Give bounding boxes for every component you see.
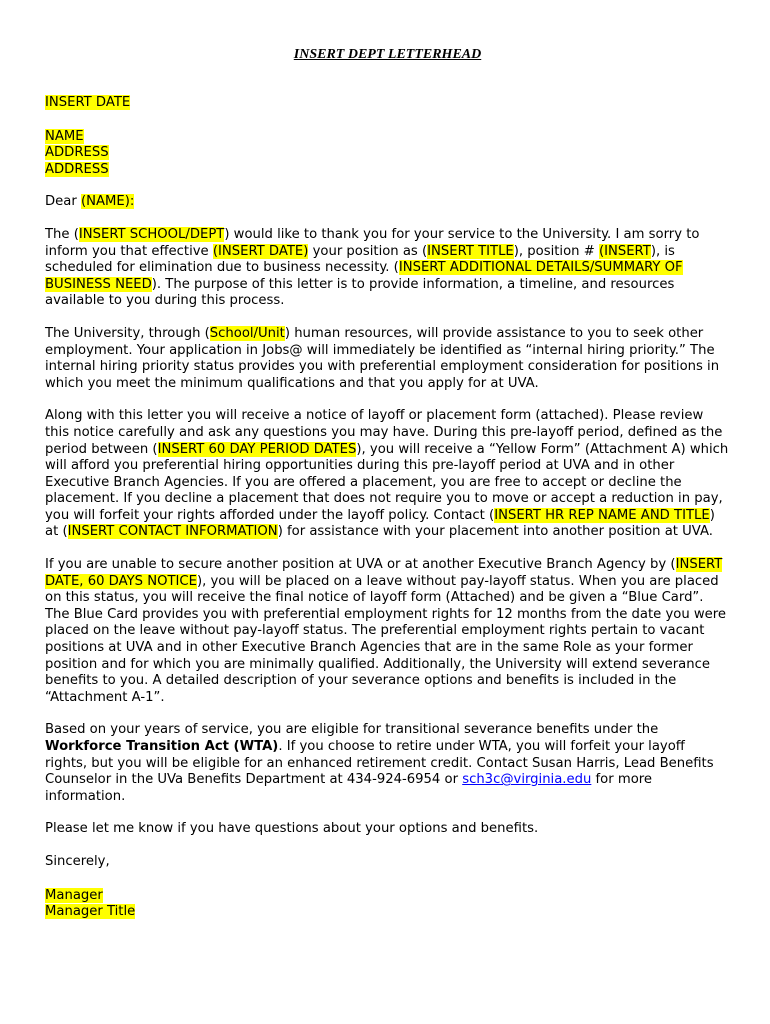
wta-act-name: Workforce Transition Act (WTA) (45, 739, 279, 754)
salutation: Dear (NAME): (45, 194, 135, 210)
recipient-address-2: ADDRESS (45, 161, 109, 177)
paragraph-2: The University, through (School/Unit) human resources, will provide assistance to you to seek other employment. Your application in Jobs@ will immediately be identified as “internal hiring priority.” The internal hiring priority status provides you with preferential employment consideration for positions in which you meet the minimum qualifications and that you apply for at UVA. (45, 325, 720, 391)
placeholder-position-number: (INSERT (598, 243, 651, 259)
letterhead: INSERT DEPT LETTERHEAD (293, 47, 482, 62)
placeholder-school-unit: School/Unit (209, 325, 285, 341)
closing: Sincerely, (45, 853, 110, 869)
placeholder-effective-date: (INSERT DATE) (212, 243, 309, 259)
placeholder-title: INSERT TITLE (427, 243, 514, 259)
paragraph-4: If you are unable to secure another position at UVA or at another Executive Branch Agency by (INSERT DATE, 60 DAYS NOTICE), you will be placed on a leave without pay-layoff status. When you are placed on this status, you will receive the final notice of layoff form (Attached) and be given a “Blue Card”. The Blue Card provides you with preferential employment rights for 12 months from the date you were placed on the leave without pay-layoff status. The preferential employment rights pertain to vacant positions at UVA and in other Executive Branch Agencies that are in the same Role as your former position and for which you are minimally qualified. Additionally, the University will extend severance benefits to you. A detailed description of your severance options and benefits is included in the “Attachment A-1”. (45, 557, 727, 705)
paragraph-1: The (INSERT SCHOOL/DEPT) would like to thank you for your service to the University. I am sorry to inform you that effective (INSERT DATE) your position as (INSERT TITLE), position # (INSERT), is scheduled for elimination due to business necessity. (INSERT ADDITIONAL DETAILS/SUMMARY OF BUSINESS NEED). The purpose of this letter is to provide information, a timeline, and resources available to you during this process. (45, 226, 700, 309)
paragraph-6: Please let me know if you have questions about your options and benefits. (45, 821, 539, 837)
recipient-block (45, 129, 730, 179)
signature-block (45, 888, 730, 921)
placeholder-school-dept: INSERT SCHOOL/DEPT (78, 226, 225, 242)
placeholder-60-day-dates: INSERT 60 DAY PERIOD DATES (157, 441, 357, 457)
placeholder-business-need: INSERT ADDITIONAL DETAILS/SUMMARY OF BUSINESS NEED (45, 260, 683, 292)
signature-title: Manager Title (45, 904, 136, 920)
recipient-address-1: ADDRESS (45, 145, 109, 161)
placeholder-contact-info: INSERT CONTACT INFORMATION (67, 524, 278, 540)
salutation-name: (NAME): (80, 194, 135, 210)
signature-name: Manager (45, 887, 103, 903)
date-placeholder: INSERT DATE (45, 95, 131, 110)
letter-page (45, 46, 730, 937)
date-line (45, 95, 730, 112)
paragraph-5: Based on your years of service, you are eligible for transitional severance benefits under the Workforce Transition Act (WTA). If you choose to retire under WTA, you will forfeit your layoff rights, but you will be eligible for an enhanced retirement credit. Contact Susan Harris, Lead Benefits Counselor in the UVa Benefits Department at 434-924-6954 or sch3c@virginia.edu for more information. (45, 722, 714, 804)
recipient-name: NAME (45, 128, 84, 144)
placeholder-60-days-notice: INSERT DATE, 60 DAYS NOTICE (45, 557, 723, 589)
placeholder-hr-rep: INSERT HR REP NAME AND TITLE (494, 507, 710, 523)
paragraph-3: Along with this letter you will receive a notice of layoff or placement form (attached). Please review this notice carefully and ask any questions you may have. During this pre-layoff period, defined as the period between (INSERT 60 DAY PERIOD DATES), you will receive a “Yellow Form” (Attachment A) which will afford you preferential hiring opportunities during this pre-layoff period at UVA and in other Executive Branch Agencies. If you are offered a placement, you are free to accept or decline the placement. If you decline a placement that does not require you to move or accept a reduction in pay, you will forfeit your rights afforded under the layoff policy. Contact (INSERT HR REP NAME AND TITLE) at (INSERT CONTACT INFORMATION) for assistance with your placement into another position at UVA. (45, 408, 729, 540)
email-link[interactable]: sch3c@virginia.edu (462, 772, 592, 788)
